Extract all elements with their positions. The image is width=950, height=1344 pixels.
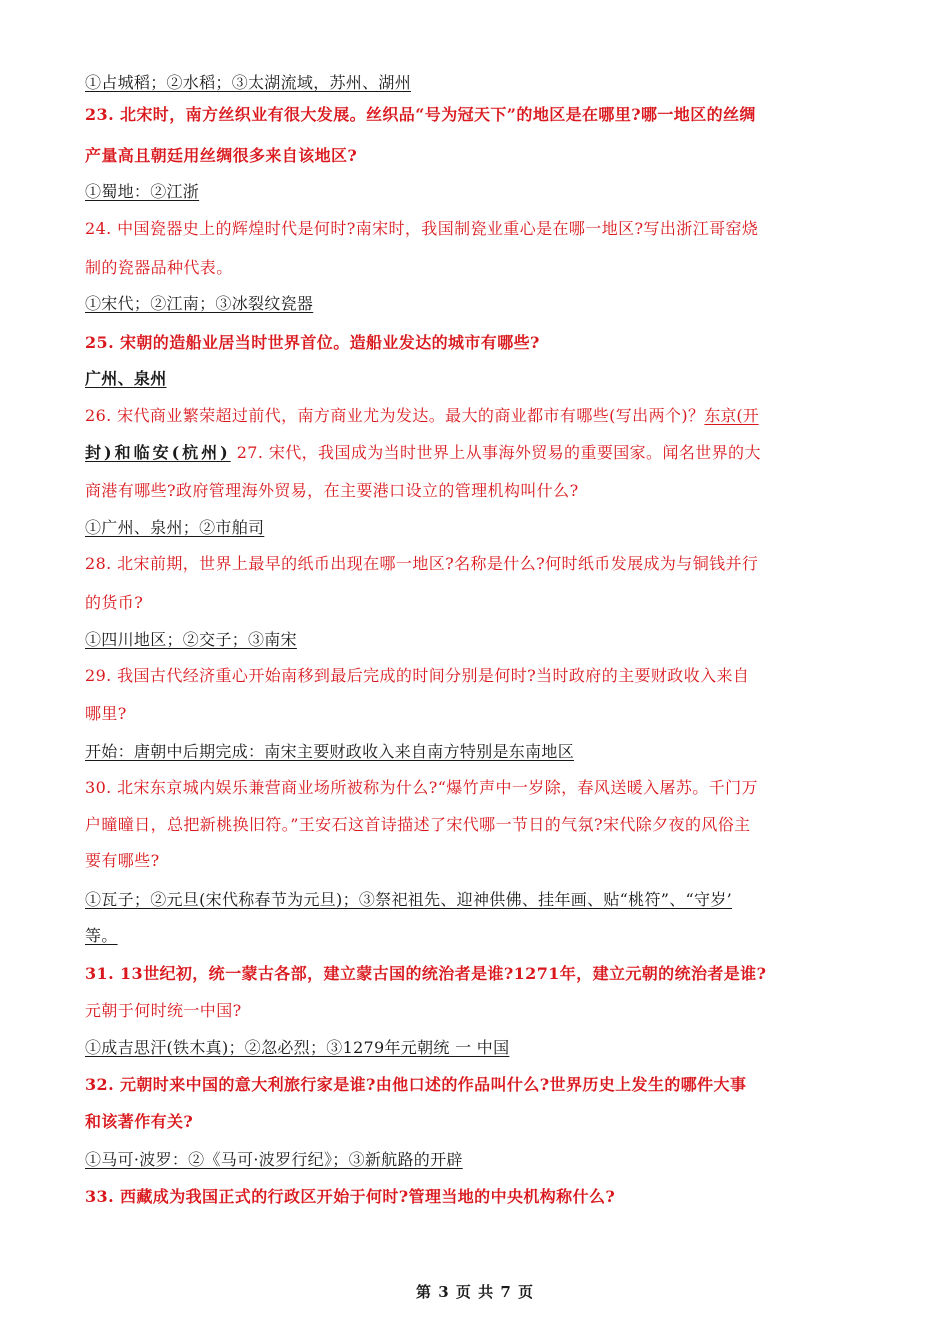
- question-27-cont: 商港有哪些?政府管理海外贸易，在主要港口设立的管理机构叫什么?: [85, 481, 579, 500]
- question-26: [85, 406, 759, 426]
- question-28: 28. 北宋前期，世界上最早的纸币出现在哪一地区?名称是什么?何时纸币发展成为与铜钱并行: [85, 554, 759, 573]
- question-33: 33. 西藏成为我国正式的行政区开始于何时?管理当地的中央机构称什么?: [85, 1187, 616, 1206]
- question-30-cont2: 要有哪些?: [85, 851, 160, 870]
- question-27: 27. 宋代，我国成为当时世界上从事海外贸易的重要国家。闻名世界的大: [236, 443, 761, 462]
- question-31: 31. 13世纪初，统一蒙古各部，建立蒙古国的统治者是谁?1271年，建立元朝的统治者是谁?: [85, 964, 767, 983]
- question-30-cont1: 户曈曈日，总把新桃换旧符。”王安石这首诗描述了宋代哪一节日的气氛?宋代除夕夜的风俗主: [85, 815, 751, 834]
- answer-27: ①广州、泉州；②市舶司: [85, 518, 265, 537]
- question-30: 30. 北宋东京城内娱乐兼营商业场所被称为什么?“爆竹声中一岁除，春风送暖入屠苏。千门万: [85, 778, 758, 797]
- question-29-cont: 哪里?: [85, 704, 127, 723]
- answer-23: ①蜀地：②江浙: [85, 182, 200, 201]
- answer-22: ①占城稻；②水稻；③太湖流域，苏州、湖州: [85, 73, 412, 92]
- question-29: 29. 我国古代经济重心开始南移到最后完成的时间分别是何时?当时政府的主要财政收入来自: [85, 666, 750, 685]
- question-31-cont: 元朝于何时统一中国?: [85, 1001, 242, 1020]
- question-24: 24. 中国瓷器史上的辉煌时代是何时?南宋时，我国制瓷业重心是在哪一地区?写出浙江哥窑烧: [85, 219, 759, 238]
- answer-29: 开始：唐朝中后期完成：南宋主要财政收入来自南方特别是东南地区: [85, 742, 575, 761]
- answer-32: ①马可·波罗：②《马可·波罗行纪》；③新航路的开辟: [85, 1150, 463, 1169]
- answer-31: ①成吉思汗(铁木真)；②忽必烈；③1279年元朝统 一 中国: [85, 1038, 510, 1057]
- answer-26-start: 东京(开: [704, 406, 759, 425]
- answer-25: 广州、泉州: [85, 369, 167, 388]
- answer-24: ①宋代；②江南；③冰裂纹瓷器: [85, 294, 314, 313]
- question-26-text: 26. 宋代商业繁荣超过前代，南方商业尤为发达。最大的商业都市有哪些(写出两个)？: [85, 406, 705, 425]
- answer-28: ①四川地区；②交子；③南宋: [85, 630, 297, 649]
- question-32: 32. 元朝时来中国的意大利旅行家是谁?由他口述的作品叫什么?世界历史上发生的哪件大事: [85, 1075, 747, 1094]
- question-28-cont: 的货币?: [85, 593, 144, 612]
- question-23-cont: 产量高且朝廷用丝绸很多来自该地区?: [85, 146, 358, 165]
- answer-26-end: 封)和临安(杭州): [85, 443, 231, 462]
- question-24-cont: 制的瓷器品种代表。: [85, 258, 233, 277]
- answer-30-cont: 等。: [85, 926, 118, 945]
- page-number-footer: 第 3 页 共 7 页: [416, 1283, 534, 1301]
- question-25: 25. 宋朝的造船业居当时世界首位。造船业发达的城市有哪些?: [85, 333, 540, 352]
- question-32-cont: 和该著作有关?: [85, 1112, 194, 1131]
- question-23: 23. 北宋时，南方丝织业有很大发展。丝织品“号为冠天下”的地区是在哪里?哪一地区的丝绸: [85, 105, 756, 124]
- answer-30: ①瓦子；②元旦(宋代称春节为元旦)；③祭祀祖先、迎神供佛、挂年画、贴“桃符”、“守岁’: [85, 890, 733, 909]
- answer-26-question-27: [85, 443, 761, 463]
